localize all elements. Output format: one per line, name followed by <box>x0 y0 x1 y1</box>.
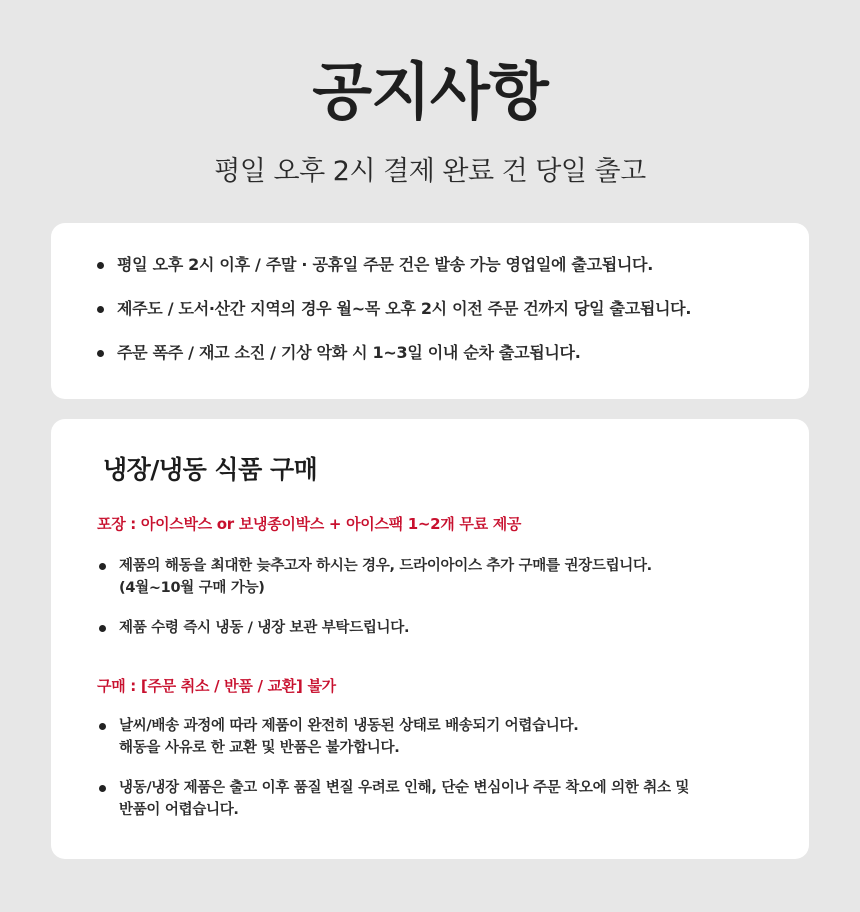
list-item-line: 제품의 해동을 최대한 늦추고자 하시는 경우, 드라이아이스 추가 구매를 권장드립니다. <box>119 558 652 574</box>
list-item-text: 제주도 / 도서·산간 지역의 경우 월~목 오후 2시 이전 주문 건까지 당일 출고됩니다. <box>117 299 692 318</box>
purchase-list <box>99 715 779 827</box>
purchase-heading: 구매 : [주문 취소 / 반품 / 교환] 불가 <box>97 677 336 695</box>
list-item <box>97 297 691 341</box>
list-item-text: 주문 폭주 / 재고 소진 / 기상 악화 시 1~3일 이내 순차 출고됩니다. <box>117 343 581 362</box>
bullet-dot-icon <box>99 625 106 632</box>
bullet-dot-icon <box>99 723 106 730</box>
list-item-line: 날씨/배송 과정에 따라 제품이 완전히 냉동된 상태로 배송되기 어렵습니다. <box>119 718 579 734</box>
list-item-line: 해동을 사유로 한 교환 및 반품은 불가합니다. <box>119 740 400 756</box>
bullet-dot-icon <box>99 785 106 792</box>
list-item <box>99 617 779 645</box>
page-title: 공지사항 <box>312 55 548 128</box>
list-item-line: 냉동/냉장 제품은 출고 이후 품질 변질 우려로 인해, 단순 변심이나 주문 착오에 의한 취소 및 <box>119 780 690 796</box>
packaging-list <box>99 555 779 645</box>
list-item <box>99 555 779 617</box>
bullet-dot-icon <box>97 350 104 357</box>
packaging-heading: 포장 : 아이스박스 or 보냉종이박스 + 아이스팩 1~2개 무료 제공 <box>97 515 522 533</box>
bullet-dot-icon <box>97 306 104 313</box>
list-item <box>97 253 691 297</box>
list-item-line: (4월~10월 구매 가능) <box>119 580 265 596</box>
list-item <box>97 341 691 385</box>
list-item-text: 평일 오후 2시 이후 / 주말 · 공휴일 주문 건은 발송 가능 영업일에 출고됩니다. <box>117 255 653 274</box>
list-item-line: 반품이 어렵습니다. <box>119 802 239 818</box>
list-item-line: 제품 수령 즉시 냉동 / 냉장 보관 부탁드립니다. <box>119 620 410 636</box>
list-item <box>99 715 779 777</box>
frozen-food-card <box>51 419 809 859</box>
bullet-dot-icon <box>99 563 106 570</box>
shipping-notice-list <box>97 253 691 385</box>
section-heading: 냉장/냉동 식품 구매 <box>103 455 318 484</box>
list-item <box>99 777 779 827</box>
bullet-dot-icon <box>97 262 104 269</box>
page-subtitle: 평일 오후 2시 결제 완료 건 당일 출고 <box>214 156 646 187</box>
shipping-notice-card <box>51 223 809 399</box>
